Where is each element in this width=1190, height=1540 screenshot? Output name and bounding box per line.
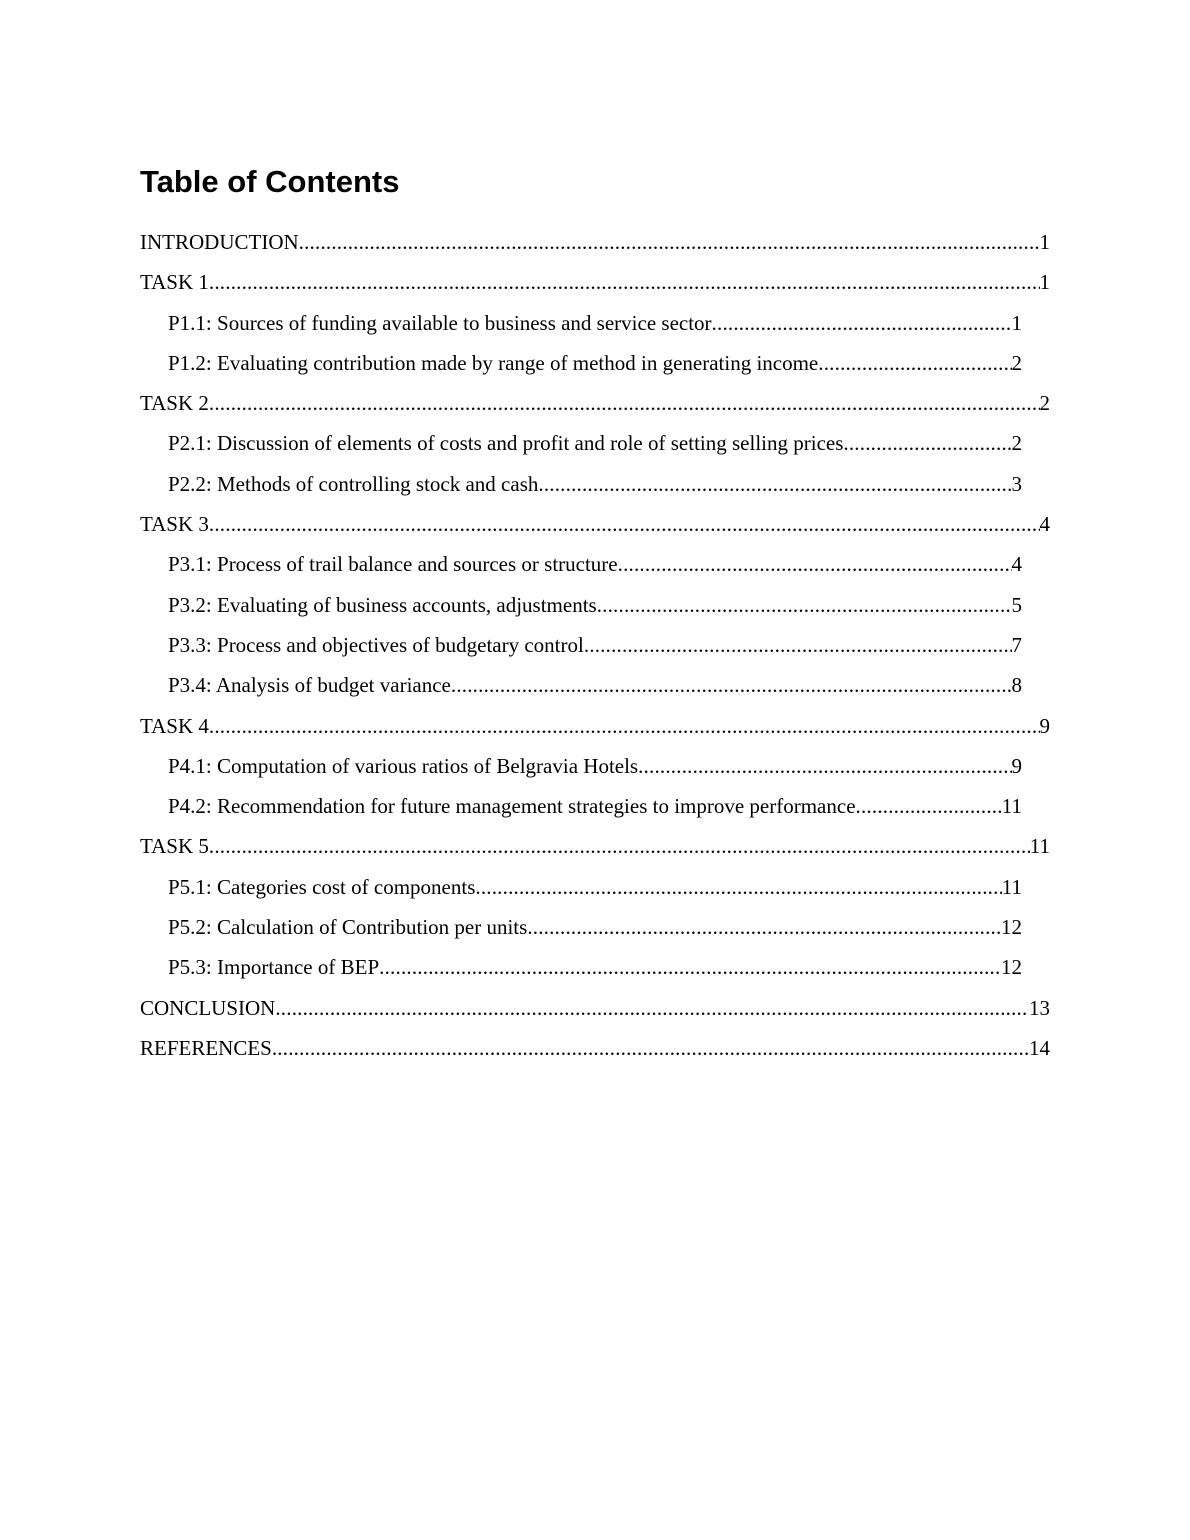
toc-entry-p3-4[interactable] (140, 665, 1022, 705)
dot-leader (209, 262, 1040, 302)
toc-entry-label: P5.2: Calculation of Contribution per units (168, 915, 528, 940)
toc-page-number: 5 (1011, 592, 1022, 617)
toc-entry-p5-2[interactable] (140, 907, 1022, 947)
toc-page-number: 7 (1011, 632, 1022, 657)
dot-leader (584, 625, 1012, 665)
dot-leader (597, 585, 1012, 625)
toc-entry-task-2[interactable] (140, 383, 1050, 423)
toc-page-number: 1 (1039, 230, 1050, 254)
toc-entry-task-5[interactable] (140, 826, 1050, 866)
toc-page-number: 12 (1001, 915, 1022, 940)
dot-leader (209, 504, 1040, 544)
dot-leader (209, 706, 1040, 746)
dot-leader (209, 826, 1030, 866)
toc-page-number: 2 (1039, 391, 1050, 416)
dot-leader (712, 303, 1012, 343)
dot-leader (618, 544, 1012, 584)
toc-list (140, 222, 1050, 1068)
toc-page-number: 1 (1039, 270, 1050, 295)
toc-page-number: 12 (1001, 955, 1022, 980)
toc-entry-label: CONCLUSION (140, 995, 276, 1020)
toc-entry-p3-2[interactable] (140, 585, 1022, 625)
toc-page-number: 4 (1011, 552, 1022, 577)
toc-page-number: 8 (1011, 673, 1022, 698)
toc-entry-label: P3.3: Process and objectives of budgetary control (168, 632, 584, 657)
toc-entry-label: P5.3: Importance of BEP (168, 955, 380, 980)
toc-entry-p5-3[interactable] (140, 947, 1022, 987)
toc-entry-label: P2.1: Discussion of elements of costs and profit and role of setting selling prices (168, 431, 844, 456)
dot-leader (527, 907, 1001, 947)
dot-leader (209, 383, 1040, 423)
toc-entry-introduction[interactable] (140, 222, 1050, 262)
toc-entry-label: INTRODUCTION (140, 230, 299, 254)
toc-title: Table of Contents (140, 164, 400, 199)
toc-entry-label: TASK 4 (140, 713, 209, 738)
dot-leader (856, 786, 1002, 826)
toc-entry-p5-1[interactable] (140, 867, 1022, 907)
toc-entry-label: TASK 5 (140, 834, 209, 859)
dot-leader (818, 343, 1011, 383)
dot-leader (843, 423, 1011, 463)
toc-entry-label: TASK 3 (140, 512, 209, 537)
toc-entry-label: P2.2: Methods of controlling stock and cash (168, 471, 539, 496)
toc-page-number: 14 (1029, 1035, 1050, 1060)
toc-entry-label: P3.1: Process of trail balance and sources or structure (168, 552, 618, 577)
toc-entry-label: REFERENCES (140, 1035, 272, 1060)
toc-page-number: 9 (1011, 753, 1022, 778)
toc-entry-label: P3.4: Analysis of budget variance (168, 673, 451, 698)
toc-page-number: 3 (1011, 471, 1022, 496)
toc-page-number: 11 (1001, 874, 1022, 899)
toc-entry-p2-2[interactable] (140, 464, 1022, 504)
toc-entry-task-3[interactable] (140, 504, 1050, 544)
dot-leader (275, 988, 1029, 1028)
toc-entry-label: TASK 1 (140, 270, 209, 295)
toc-entry-p2-1[interactable] (140, 423, 1022, 463)
toc-entry-p4-2[interactable] (140, 786, 1022, 826)
toc-entry-p1-2[interactable] (140, 343, 1022, 383)
dot-leader (299, 222, 1040, 262)
toc-entry-p1-1[interactable] (140, 303, 1022, 343)
toc-page-number: 11 (1001, 794, 1022, 819)
dot-leader (272, 1028, 1029, 1068)
toc-page-number: 4 (1039, 512, 1050, 537)
toc-page-number: 2 (1011, 350, 1022, 375)
dot-leader (451, 665, 1012, 705)
toc-entry-task-1[interactable] (140, 262, 1050, 302)
toc-page-number: 1 (1011, 310, 1022, 335)
toc-entry-label: P4.1: Computation of various ratios of Belgravia Hotels (168, 753, 639, 778)
toc-entry-label: P5.1: Categories cost of components (168, 874, 476, 899)
toc-entry-p3-3[interactable] (140, 625, 1022, 665)
dot-leader (538, 464, 1011, 504)
toc-entry-references[interactable] (140, 1028, 1050, 1068)
toc-page-number: 13 (1029, 995, 1050, 1020)
toc-entry-task-4[interactable] (140, 706, 1050, 746)
toc-entry-label: P1.1: Sources of funding available to business and service sector (168, 310, 712, 335)
dot-leader (638, 746, 1011, 786)
toc-entry-label: TASK 2 (140, 391, 209, 416)
toc-page-number: 2 (1011, 431, 1022, 456)
toc-page-number: 11 (1029, 834, 1050, 859)
toc-entry-label: P1.2: Evaluating contribution made by range of method in generating income (168, 350, 819, 375)
toc-page-number: 9 (1039, 713, 1050, 738)
dot-leader (379, 947, 1001, 987)
toc-entry-conclusion[interactable] (140, 988, 1050, 1028)
dot-leader (475, 867, 1001, 907)
toc-entry-p4-1[interactable] (140, 746, 1022, 786)
toc-entry-p3-1[interactable] (140, 544, 1022, 584)
toc-entry-label: P3.2: Evaluating of business accounts, adjustments (168, 592, 597, 617)
toc-entry-label: P4.2: Recommendation for future management strategies to improve performance (168, 794, 856, 819)
